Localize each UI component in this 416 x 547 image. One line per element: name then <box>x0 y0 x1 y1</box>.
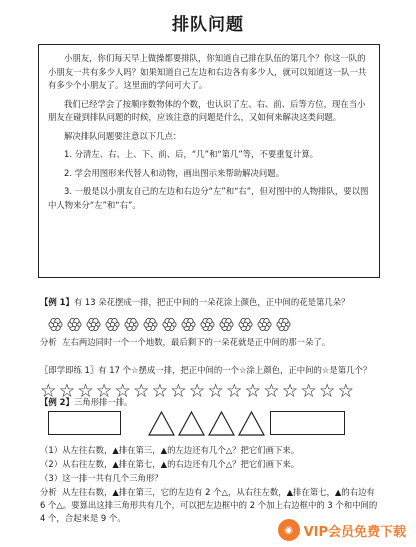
intro-point-2: 2. 学会用图形来代替人和动物，画出图示来帮助解决问题。 <box>64 167 285 178</box>
flower-icon <box>143 317 158 332</box>
star-icon: ☆ <box>318 381 336 402</box>
flower-icon <box>105 317 120 332</box>
example-1-question <box>40 296 385 309</box>
star-icon: ☆ <box>263 381 280 402</box>
flower-icon <box>162 317 177 332</box>
flower-icon <box>276 317 291 332</box>
fox-logo-icon: ◉ <box>278 519 300 541</box>
left-box <box>48 411 121 435</box>
star-icon: ☆ <box>77 381 94 402</box>
star-icon: ☆ <box>151 381 169 402</box>
star-icon: ☆ <box>114 381 131 402</box>
star-icon: ☆ <box>281 381 299 402</box>
practice-1-text: 有 17 个☆摆成一排，把正中间的一个☆涂上颜色，正中间的☆是第几个？ <box>98 365 372 375</box>
practice-1-question <box>40 364 385 377</box>
star-icon: ☆ <box>225 381 243 402</box>
example-2-analysis-label: 分析 <box>40 487 57 497</box>
flower-row <box>48 317 291 332</box>
example-1-analysis-text: 左右两边同时一个一个地数，最后剩下的一朵花就是正中间的那一朵了。 <box>62 337 331 347</box>
intro-paragraph-2: 我们已经学会了按顺序数物体的个数，也认识了左、右、前、后等方位，现在当小朋友在碰到排队问题的时候，应该注意的问题是什么，又如何来解决这类问题。 <box>48 98 366 122</box>
page-title: 排队问题 <box>172 15 244 35</box>
example-2-text: 三角形排一排。 <box>73 397 133 407</box>
example-1-text: 有 13 朵花摆成一排，把正中间的一朵花涂上颜色，正中间的花是第几朵？ <box>73 297 350 307</box>
example-2-question-2: （2）从右往左数，▲排在第七，▲的右边还有几个△？把它们画下来。 <box>40 459 300 469</box>
triangle-icon <box>238 411 265 436</box>
star-icon: ☆ <box>188 381 206 402</box>
flower-icon <box>181 317 196 332</box>
example-2-question <box>40 396 385 409</box>
flower-icon <box>219 317 234 332</box>
right-box <box>270 411 345 435</box>
flower-icon <box>48 317 63 332</box>
flower-icon <box>67 317 82 332</box>
intro-paragraph-1: 小朋友，你们每天早上做操都要排队，你知道自己排在队伍的第几个？你这一队的小朋友一共有多少人吗？如果知道自己左边和右边各有多少人，就可以知道这一队一共有多少个小朋友了。这里面的学问可大了。 <box>48 53 367 90</box>
example-2-question-3: （3）这一排一共有几个三角形？ <box>40 473 163 483</box>
intro-box <box>38 44 380 278</box>
star-icon: ☆ <box>244 381 262 402</box>
flower-icon <box>257 317 272 332</box>
example-1-analysis-label: 分析 <box>40 337 57 347</box>
watermark-text: VIP会员免费下载 <box>303 524 406 540</box>
triangle-row <box>48 410 348 438</box>
flower-icon <box>86 317 101 332</box>
triangle-icon <box>208 411 235 436</box>
example-2-label: 【例 2】 <box>40 397 74 407</box>
intro-point-3: 3. 一般是以小朋友自己的左边和右边分“左”和“右”，但对图中的人物排队，要以图中人物来分“左”和“右”。 <box>48 186 369 210</box>
star-icon: ☆ <box>58 381 76 402</box>
flower-icon <box>200 317 215 332</box>
triangle-icon <box>148 411 175 436</box>
star-icon: ☆ <box>170 381 187 402</box>
intro-point-1: 1. 分清左、右、上、下、前、后，“几”和“第几”等，不要重复计算。 <box>64 149 319 159</box>
example-2-question-1: （1）从左往右数，▲排在第三，▲的左边还有几个△？把它们画下来。 <box>40 445 300 455</box>
star-icon: ☆ <box>95 381 113 402</box>
star-icon: ☆ <box>40 381 57 402</box>
practice-1-label: 〖即学即练 1〗 <box>40 365 99 375</box>
vip-download-watermark[interactable] <box>278 519 406 541</box>
star-icon: ☆ <box>300 381 317 402</box>
star-icon: ☆ <box>207 381 224 402</box>
flower-icon <box>238 317 253 332</box>
example-1-label: 【例 1】 <box>40 297 74 307</box>
triangle-icon <box>178 411 205 436</box>
example-2-analysis-text: 从左往右数，▲排在第三，它的左边有 2 个△，从右往左数，▲排在第七，▲的右边有 6 个△。要算出这排三角形共有几个，可以把左边框中的 2 个加上右边框中的 3 个和中间的 4 个，合起来是 9 个。 <box>40 487 378 523</box>
flower-icon <box>124 317 139 332</box>
star-icon: ☆ <box>337 381 355 402</box>
intro-paragraph-3: 解决排队问题要注意以下几点： <box>64 130 182 141</box>
example-1-analysis-line <box>40 336 385 349</box>
star-icon: ☆ <box>132 381 150 402</box>
